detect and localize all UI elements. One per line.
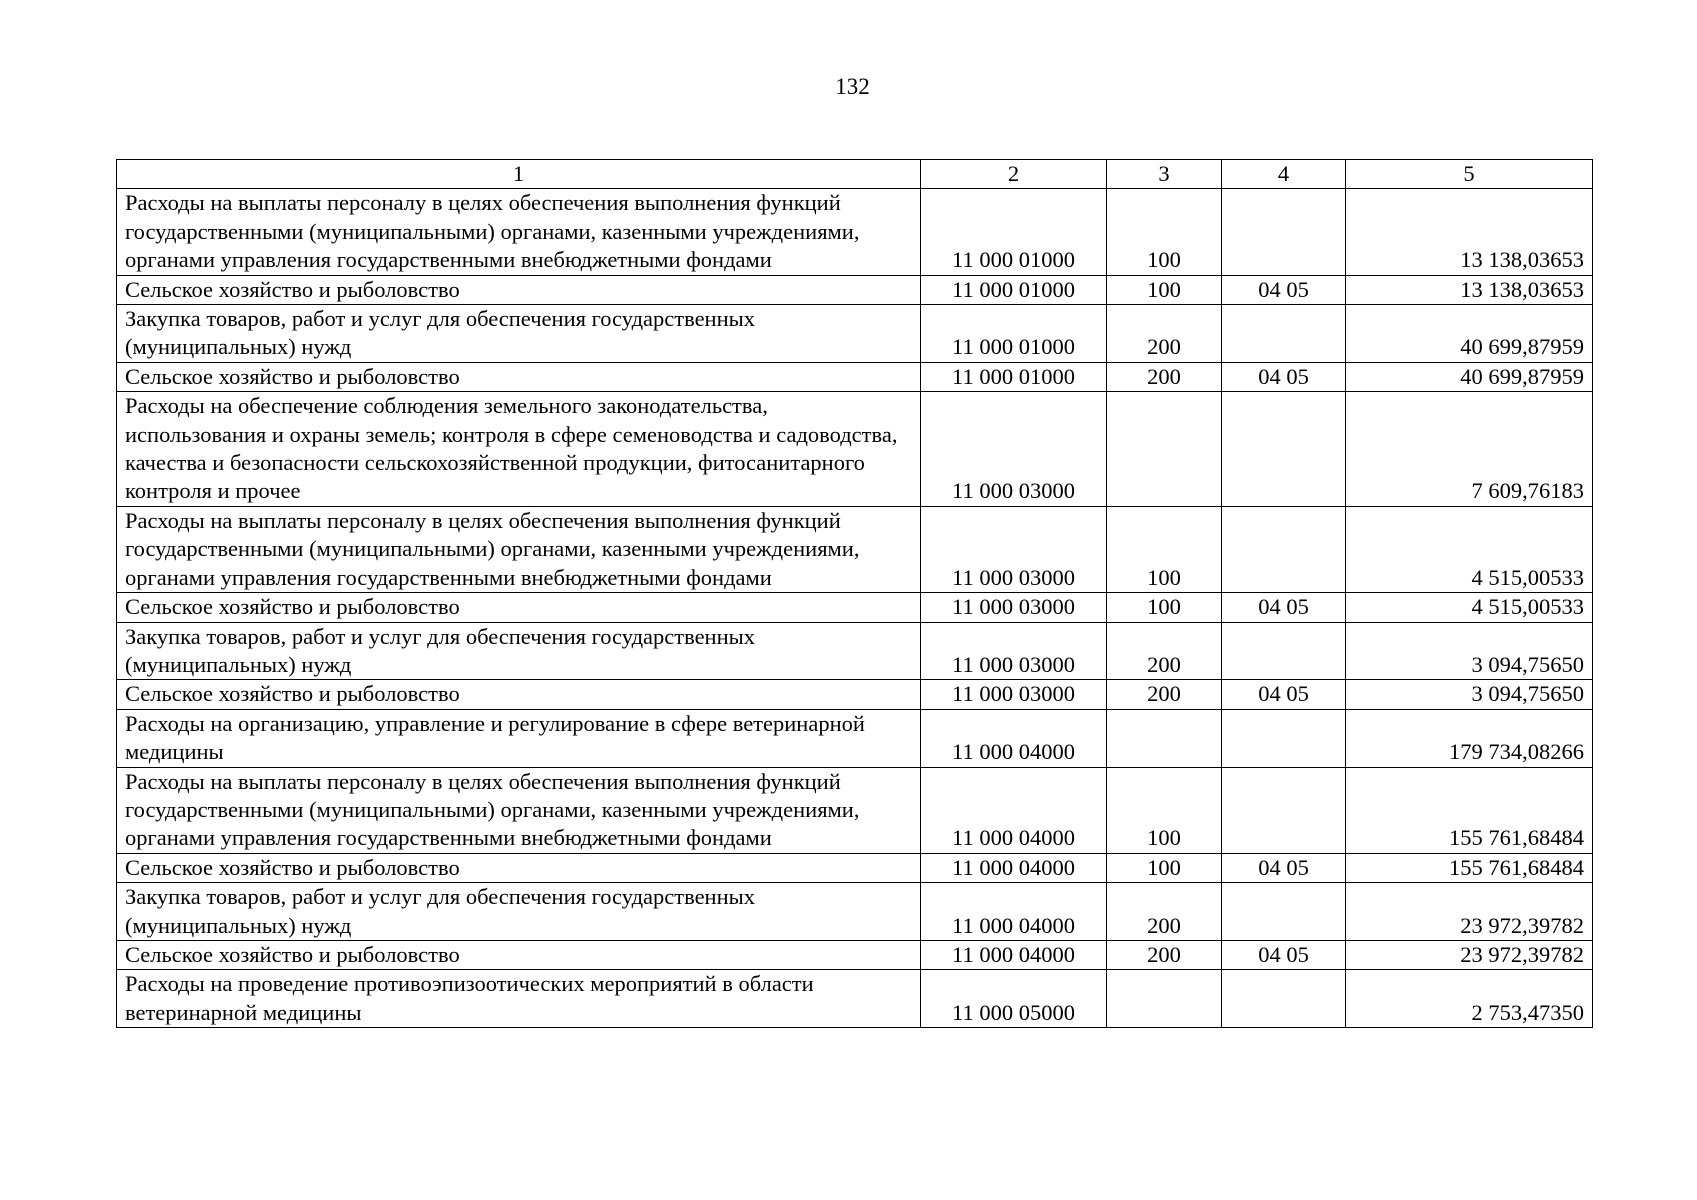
expense-name-cell: Закупка товаров, работ и услуг для обеспечения государственных (муниципальных) нужд (117, 305, 921, 363)
target-code-cell: 11 000 01000 (921, 275, 1107, 304)
section-code-cell (1222, 622, 1346, 680)
expense-name-cell: Расходы на организацию, управление и регулирование в сфере ветеринарной медицины (117, 709, 921, 767)
target-code-cell: 11 000 04000 (921, 940, 1107, 969)
amount-cell: 4 515,00533 (1346, 506, 1593, 592)
expense-type-cell (1107, 709, 1222, 767)
table-row (117, 305, 1593, 363)
section-code-cell: 04 05 (1222, 853, 1346, 882)
target-code-cell: 11 000 01000 (921, 362, 1107, 391)
table-row (117, 883, 1593, 941)
section-code-cell (1222, 767, 1346, 853)
column-header-2: 2 (921, 160, 1107, 189)
expense-name-cell: Расходы на обеспечение соблюдения земельного законодательства, использования и охраны земель; контроля в сфере семеноводства и садоводства, качества и безопасности сельскохозяйственной продукции, фитосанитарного контроля и прочее (117, 392, 921, 507)
expense-name-cell: Закупка товаров, работ и услуг для обеспечения государственных (муниципальных) нужд (117, 622, 921, 680)
amount-cell: 13 138,03653 (1346, 189, 1593, 275)
amount-cell: 3 094,75650 (1346, 622, 1593, 680)
table-header-row (117, 160, 1593, 189)
expense-name-cell: Сельское хозяйство и рыболовство (117, 275, 921, 304)
amount-cell: 4 515,00533 (1346, 593, 1593, 622)
section-code-cell (1222, 709, 1346, 767)
table-row (117, 622, 1593, 680)
column-header-5: 5 (1346, 160, 1593, 189)
section-code-cell (1222, 189, 1346, 275)
expense-name-cell: Расходы на выплаты персоналу в целях обеспечения выполнения функций государственными (муниципальными) органами, казенными учреждениями, органами управления государственными внебюджетными фондами (117, 189, 921, 275)
target-code-cell: 11 000 03000 (921, 622, 1107, 680)
table-row (117, 709, 1593, 767)
expense-type-cell: 100 (1107, 593, 1222, 622)
target-code-cell: 11 000 04000 (921, 853, 1107, 882)
table-row (117, 189, 1593, 275)
page-number: 132 (835, 74, 870, 99)
section-code-cell: 04 05 (1222, 940, 1346, 969)
amount-cell: 155 761,68484 (1346, 767, 1593, 853)
section-code-cell: 04 05 (1222, 680, 1346, 709)
amount-cell: 13 138,03653 (1346, 275, 1593, 304)
amount-cell: 40 699,87959 (1346, 305, 1593, 363)
expense-type-cell: 200 (1107, 680, 1222, 709)
expense-type-cell: 100 (1107, 275, 1222, 304)
amount-cell: 23 972,39782 (1346, 883, 1593, 941)
column-header-1: 1 (117, 160, 921, 189)
section-code-cell: 04 05 (1222, 362, 1346, 391)
expense-type-cell (1107, 392, 1222, 507)
expense-name-cell: Расходы на выплаты персоналу в целях обеспечения выполнения функций государственными (муниципальными) органами, казенными учреждениями, органами управления государственными внебюджетными фондами (117, 506, 921, 592)
target-code-cell: 11 000 04000 (921, 883, 1107, 941)
section-code-cell: 04 05 (1222, 593, 1346, 622)
column-header-3: 3 (1107, 160, 1222, 189)
table-row (117, 593, 1593, 622)
table-row (117, 362, 1593, 391)
expense-name-cell: Расходы на выплаты персоналу в целях обеспечения выполнения функций государственными (муниципальными) органами, казенными учреждениями, органами управления государственными внебюджетными фондами (117, 767, 921, 853)
table-row (117, 767, 1593, 853)
section-code-cell (1222, 970, 1346, 1028)
target-code-cell: 11 000 04000 (921, 709, 1107, 767)
expense-type-cell (1107, 970, 1222, 1028)
budget-table (116, 159, 1593, 1028)
amount-cell: 23 972,39782 (1346, 940, 1593, 969)
expense-name-cell: Сельское хозяйство и рыболовство (117, 362, 921, 391)
section-code-cell (1222, 305, 1346, 363)
target-code-cell: 11 000 04000 (921, 767, 1107, 853)
target-code-cell: 11 000 01000 (921, 189, 1107, 275)
section-code-cell: 04 05 (1222, 275, 1346, 304)
expense-type-cell: 200 (1107, 622, 1222, 680)
table-row (117, 506, 1593, 592)
expense-name-cell: Закупка товаров, работ и услуг для обеспечения государственных (муниципальных) нужд (117, 883, 921, 941)
expense-type-cell: 200 (1107, 883, 1222, 941)
expense-type-cell: 200 (1107, 940, 1222, 969)
expense-type-cell: 100 (1107, 506, 1222, 592)
target-code-cell: 11 000 03000 (921, 680, 1107, 709)
expense-type-cell: 100 (1107, 767, 1222, 853)
column-header-4: 4 (1222, 160, 1346, 189)
table-row (117, 392, 1593, 507)
target-code-cell: 11 000 05000 (921, 970, 1107, 1028)
expense-name-cell: Сельское хозяйство и рыболовство (117, 680, 921, 709)
table-row (117, 680, 1593, 709)
amount-cell: 155 761,68484 (1346, 853, 1593, 882)
amount-cell: 3 094,75650 (1346, 680, 1593, 709)
section-code-cell (1222, 883, 1346, 941)
expense-type-cell: 100 (1107, 853, 1222, 882)
expense-type-cell: 100 (1107, 189, 1222, 275)
table-row (117, 970, 1593, 1028)
table-row (117, 853, 1593, 882)
expense-type-cell: 200 (1107, 362, 1222, 391)
section-code-cell (1222, 392, 1346, 507)
section-code-cell (1222, 506, 1346, 592)
target-code-cell: 11 000 03000 (921, 506, 1107, 592)
amount-cell: 40 699,87959 (1346, 362, 1593, 391)
expense-type-cell: 200 (1107, 305, 1222, 363)
expense-name-cell: Сельское хозяйство и рыболовство (117, 593, 921, 622)
amount-cell: 2 753,47350 (1346, 970, 1593, 1028)
table-row (117, 940, 1593, 969)
table-row (117, 275, 1593, 304)
target-code-cell: 11 000 01000 (921, 305, 1107, 363)
expense-name-cell: Сельское хозяйство и рыболовство (117, 940, 921, 969)
target-code-cell: 11 000 03000 (921, 392, 1107, 507)
expense-name-cell: Расходы на проведение противоэпизоотических мероприятий в области ветеринарной медицины (117, 970, 921, 1028)
target-code-cell: 11 000 03000 (921, 593, 1107, 622)
expense-name-cell: Сельское хозяйство и рыболовство (117, 853, 921, 882)
amount-cell: 179 734,08266 (1346, 709, 1593, 767)
amount-cell: 7 609,76183 (1346, 392, 1593, 507)
